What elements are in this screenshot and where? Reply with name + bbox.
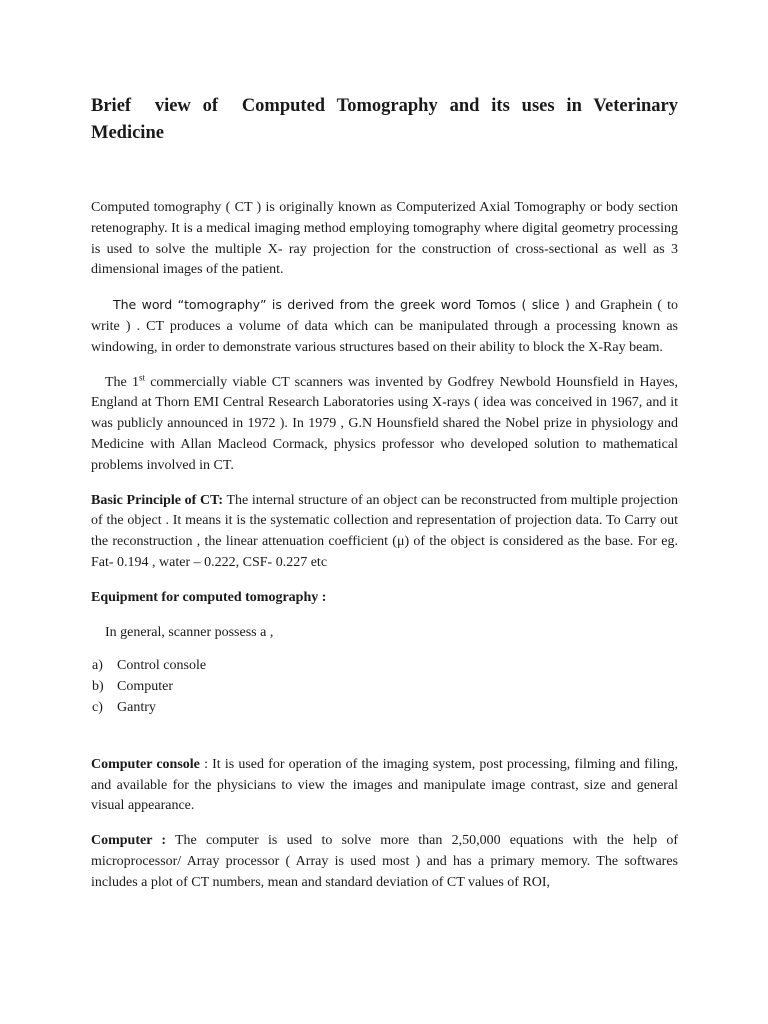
title-part-2: view of: [154, 96, 219, 116]
equipment-list: [91, 656, 678, 718]
basic-principle-text: The internal structure of an object can be reconstructed from multiple projection of the object . It means it is the systematic collection and representation of projection data. To Carry out the reconstruction , the linear attenuation coefficient (μ) of the object is considered as the base. For eg. Fat- 0.194 , water – 0.222, CSF- 0.227 etc: [91, 492, 678, 570]
title-part-1: Brief: [91, 96, 132, 116]
document-title: [91, 93, 678, 147]
paragraph-etymology: [91, 295, 678, 358]
list-item: [91, 677, 678, 698]
ordinal-superscript: st: [138, 371, 145, 382]
etymology-text: The word “tomography” is derived from the greek word Tomos ( slice ): [113, 297, 570, 313]
list-item-label: Computer: [117, 679, 173, 695]
list-item: [91, 698, 678, 719]
title-part-3: Computed Tomography and its uses in Veterinary Medicine: [91, 96, 678, 143]
list-item: [91, 656, 678, 677]
computer-console-heading: Computer console: [91, 756, 200, 772]
computer-console-text: : It is used for operation of the imaging system, post processing, filming and filing, and available for the physicians to view the images and manipulate image contrast, size and general visual appearance.: [91, 756, 679, 814]
list-marker: c): [92, 699, 103, 715]
paragraph-ct-definition: Computed tomography ( CT ) is originally known as Computerized Axial Tomography or body section retenography. It is a medical imaging method employing tomography where digital geometry processing is used to solve the multiple X- ray projection for the construction of cross-sectional as well as 3 dimensional images of the patient.: [91, 200, 678, 278]
basic-principle-heading: Basic Principle of CT:: [91, 492, 224, 508]
paragraph-basic-principle: [91, 491, 678, 574]
equipment-heading-text: Equipment for computed tomography :: [91, 589, 327, 605]
equipment-heading: [91, 588, 678, 609]
paragraph-computer-console: [91, 755, 678, 817]
etymology-text-rest: and Graphein ( to write ) . CT produces a volume of data which can be manipulated through a processing known as windowing, in order to demonstrate various structures based on their ability to block the X-Ray beam.: [91, 298, 678, 355]
list-item-label: Control console: [117, 658, 207, 674]
document-page: [91, 93, 678, 894]
list-marker: a): [92, 658, 103, 674]
history-rest: commercially viable CT scanners was invented by Godfrey Newbold Hounsfield in Hayes, England at Thorn EMI Central Research Laboratories using X-rays ( idea was conceived in 1967, and it was publicly announced in 1972 ). In 1979 , G.N Hounsfield shared the Nobel prize in physiology and Medicine with Allan Macleod Cormack, physics professor who developed solution to mathematical problems involved in CT.: [91, 374, 679, 473]
paragraph-computer: [91, 831, 678, 893]
computer-heading: Computer :: [91, 833, 167, 849]
list-item-label: Gantry: [117, 699, 156, 715]
history-start: The 1: [105, 374, 139, 390]
list-marker: b): [92, 679, 104, 695]
scanner-intro: In general, scanner possess a ,: [105, 624, 274, 640]
computer-text: The computer is used to solve more than 2,50,000 equations with the help of microprocessor/ Array processor ( Array is used most ) and has a primary memory. The softwares includes a plot of CT numbers, mean and standard deviation of CT values of ROI,: [91, 833, 678, 890]
paragraph-history: [91, 373, 678, 477]
